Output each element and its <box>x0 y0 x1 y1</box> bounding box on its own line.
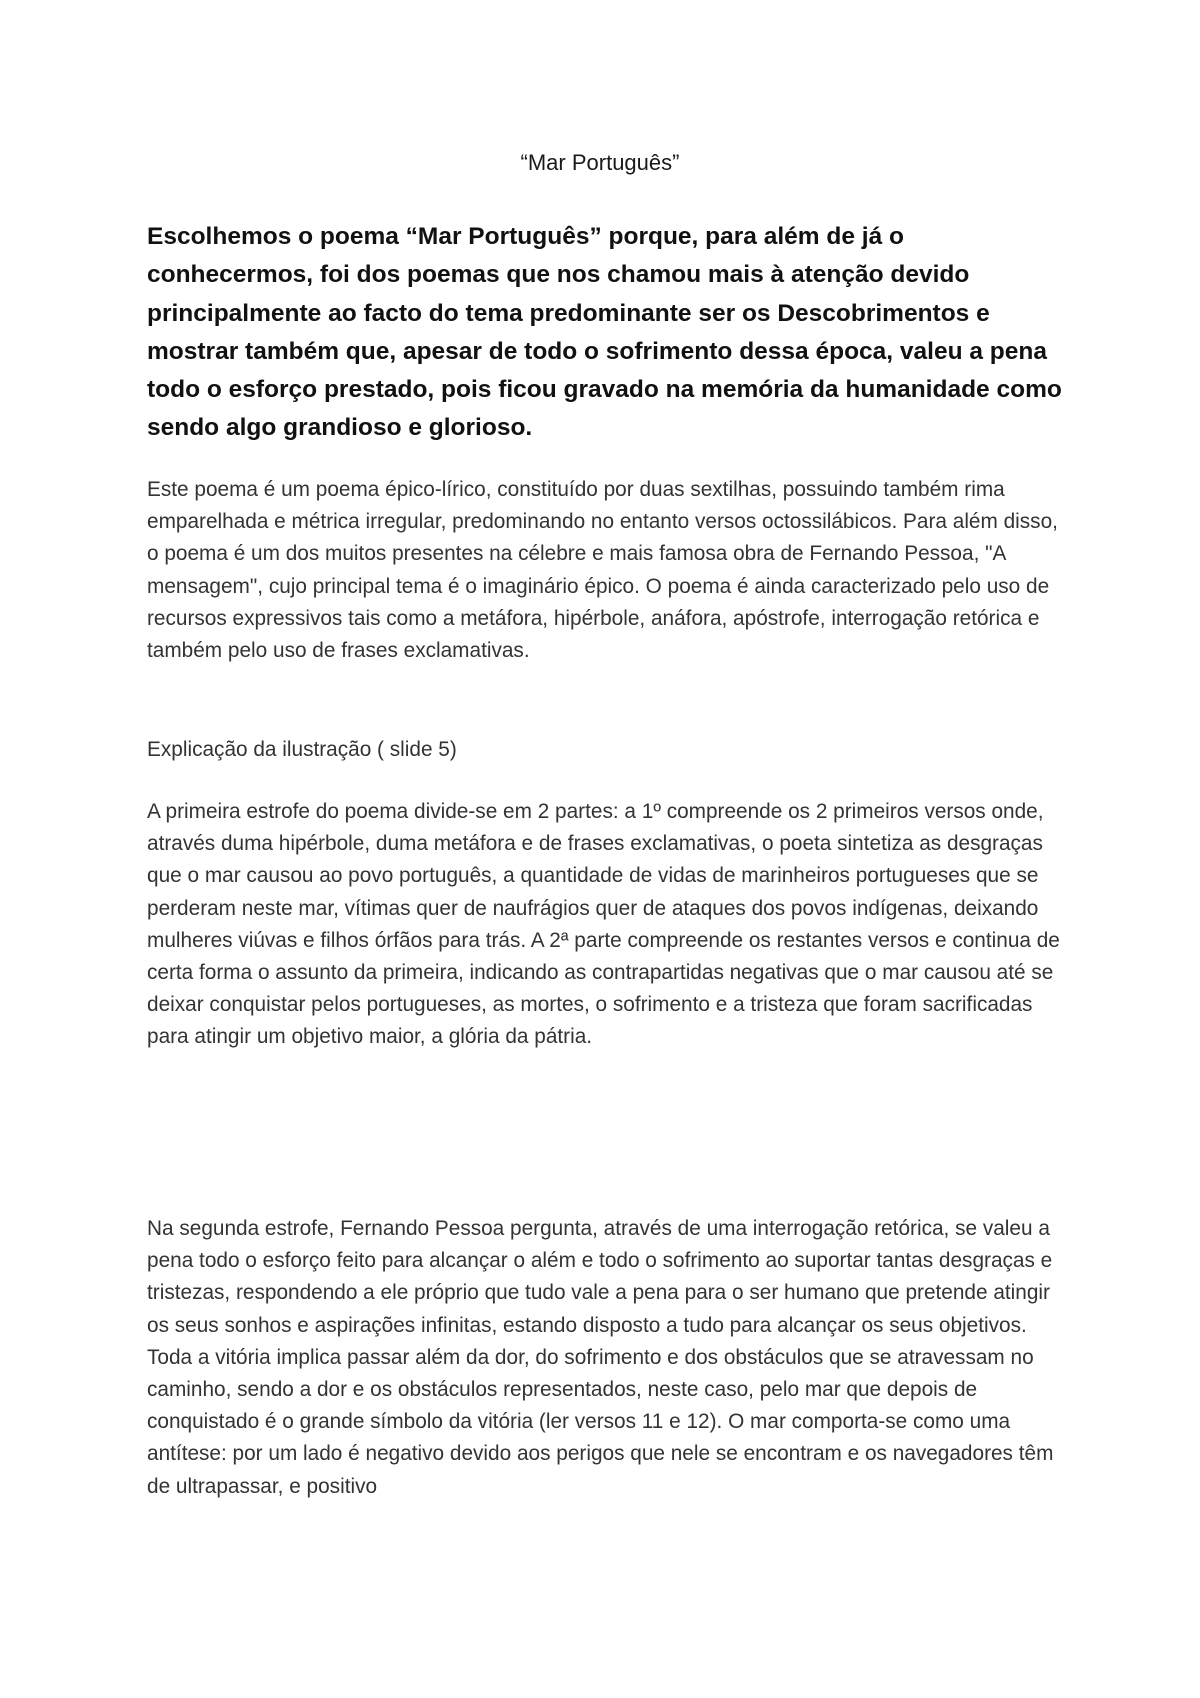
first-stanza-paragraph: A primeira estrofe do poema divide-se em 2 partes: a 1º compreende os 2 primeiros versos onde, através duma hipérbole, duma metáfora e de frases exclamativas, o poeta sintetiza as desgraças que o mar causou ao povo português, a quantidade de vidas de marinheiros portugueses que se perderam neste mar, vítimas quer de naufrágios quer de ataques dos povos indígenas, deixando mulheres viúvas e filhos órfãos para trás. A 2ª parte compreende os restantes versos e continua de certa forma o assunto da primeira, indicando as contrapartidas negativas que o mar causou até se deixar conquistar pelos portugueses, as mortes, o sofrimento e a tristeza que foram sacrificadas para atingir um objetivo maior, a glória da pátria. <box>147 800 1060 1049</box>
illustration-heading: Explicação da ilustração ( slide 5) <box>147 738 457 761</box>
analysis-paragraph: Este poema é um poema épico-lírico, constituído por duas sextilhas, possuindo também rima emparelhada e métrica irregular, predominando no entanto versos octossilábicos. Para além disso, o poema é um dos muitos presentes na célebre e mais famosa obra de Fernando Pessoa, "A mensagem", cujo principal tema é o imaginário épico. O poema é ainda caracterizado pelo uso de recursos expressivos tais como a metáfora, hipérbole, anáfora, apóstrofe, interrogação retórica e também pelo uso de frases exclamativas. <box>147 478 1058 663</box>
document-title: “Mar Português” <box>520 150 680 175</box>
intro-paragraph: Escolhemos o poema “Mar Português” porque, para além de já o conhecermos, foi dos poemas que nos chamou mais à atenção devido principalmente ao facto do tema predominante ser os Descobrimentos e mostrar também que, apesar de todo o sofrimento dessa época, valeu a pena todo o esforço prestado, pois ficou gravado na memória da humanidade como sendo algo grandioso e glorioso. <box>147 223 1062 442</box>
second-stanza-paragraph: Na segunda estrofe, Fernando Pessoa pergunta, através de uma interrogação retórica, se valeu a pena todo o esforço feito para alcançar o além e todo o sofrimento ao suportar tantas desgraças e tristezas, respondendo a ele próprio que tudo vale a pena para o ser humano que pretende atingir os seus sonhos e aspirações infinitas, estando disposto a tudo para alcançar os seus objetivos. Toda a vitória implica passar além da dor, do sofrimento e dos obstáculos que se atravessam no caminho, sendo a dor e os obstáculos representados, neste caso, pelo mar que depois de conquistado é o grande símbolo da vitória (ler versos 11 e 12). O mar comporta-se como uma antítese: por um lado é negativo devido aos perigos que nele se encontram e os navegadores têm de ultrapassar, e positivo <box>147 1217 1054 1498</box>
